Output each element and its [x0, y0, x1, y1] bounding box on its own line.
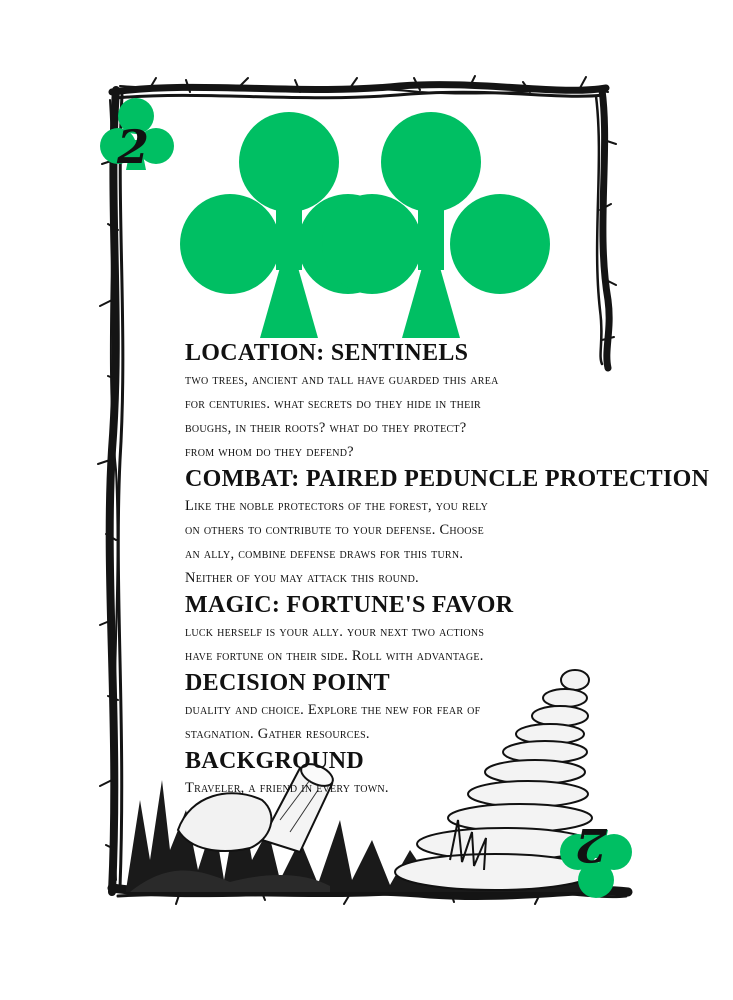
decision-line: duality and choice. Explore the new for fear of — [185, 702, 481, 718]
combat-line: Like the noble protectors of the forest, you rely — [185, 498, 489, 514]
location-line: two trees, ancient and tall have guarded this area — [185, 372, 499, 388]
rank-bottom-right: 2 — [575, 818, 608, 872]
rank-top-left: 2 — [117, 120, 150, 174]
combat-line: an ally, combine defense draws for this turn. — [185, 546, 464, 562]
combat-heading: COMBAT: PAIRED PEDUNCLE PROTECTION — [185, 466, 710, 492]
decision-line: stagnation. Gather resources. — [185, 726, 370, 742]
card-text — [185, 338, 710, 800]
background-line: Traveler, a friend in every town. — [185, 780, 389, 796]
location-heading: LOCATION: SENTINELS — [185, 340, 469, 366]
location-line: from whom do they defend? — [185, 444, 354, 460]
magic-heading: MAGIC: FORTUNE'S FAVOR — [185, 592, 514, 618]
combat-line: on others to contribute to your defense. Choose — [185, 522, 484, 538]
combat-line: Neither of you may attack this round. — [185, 570, 419, 586]
club-icon-large-right — [322, 112, 550, 338]
background-heading: BACKGROUND — [185, 748, 365, 774]
decision-heading: DECISION POINT — [185, 670, 390, 696]
magic-line: luck herself is your ally. your next two actions — [185, 624, 485, 640]
magic-line: have fortune on their side. Roll with advantage. — [185, 648, 484, 664]
location-line: for centuries. what secrets do they hide in their — [185, 396, 481, 412]
location-line: boughs, in their roots? what do they protect? — [185, 420, 467, 436]
